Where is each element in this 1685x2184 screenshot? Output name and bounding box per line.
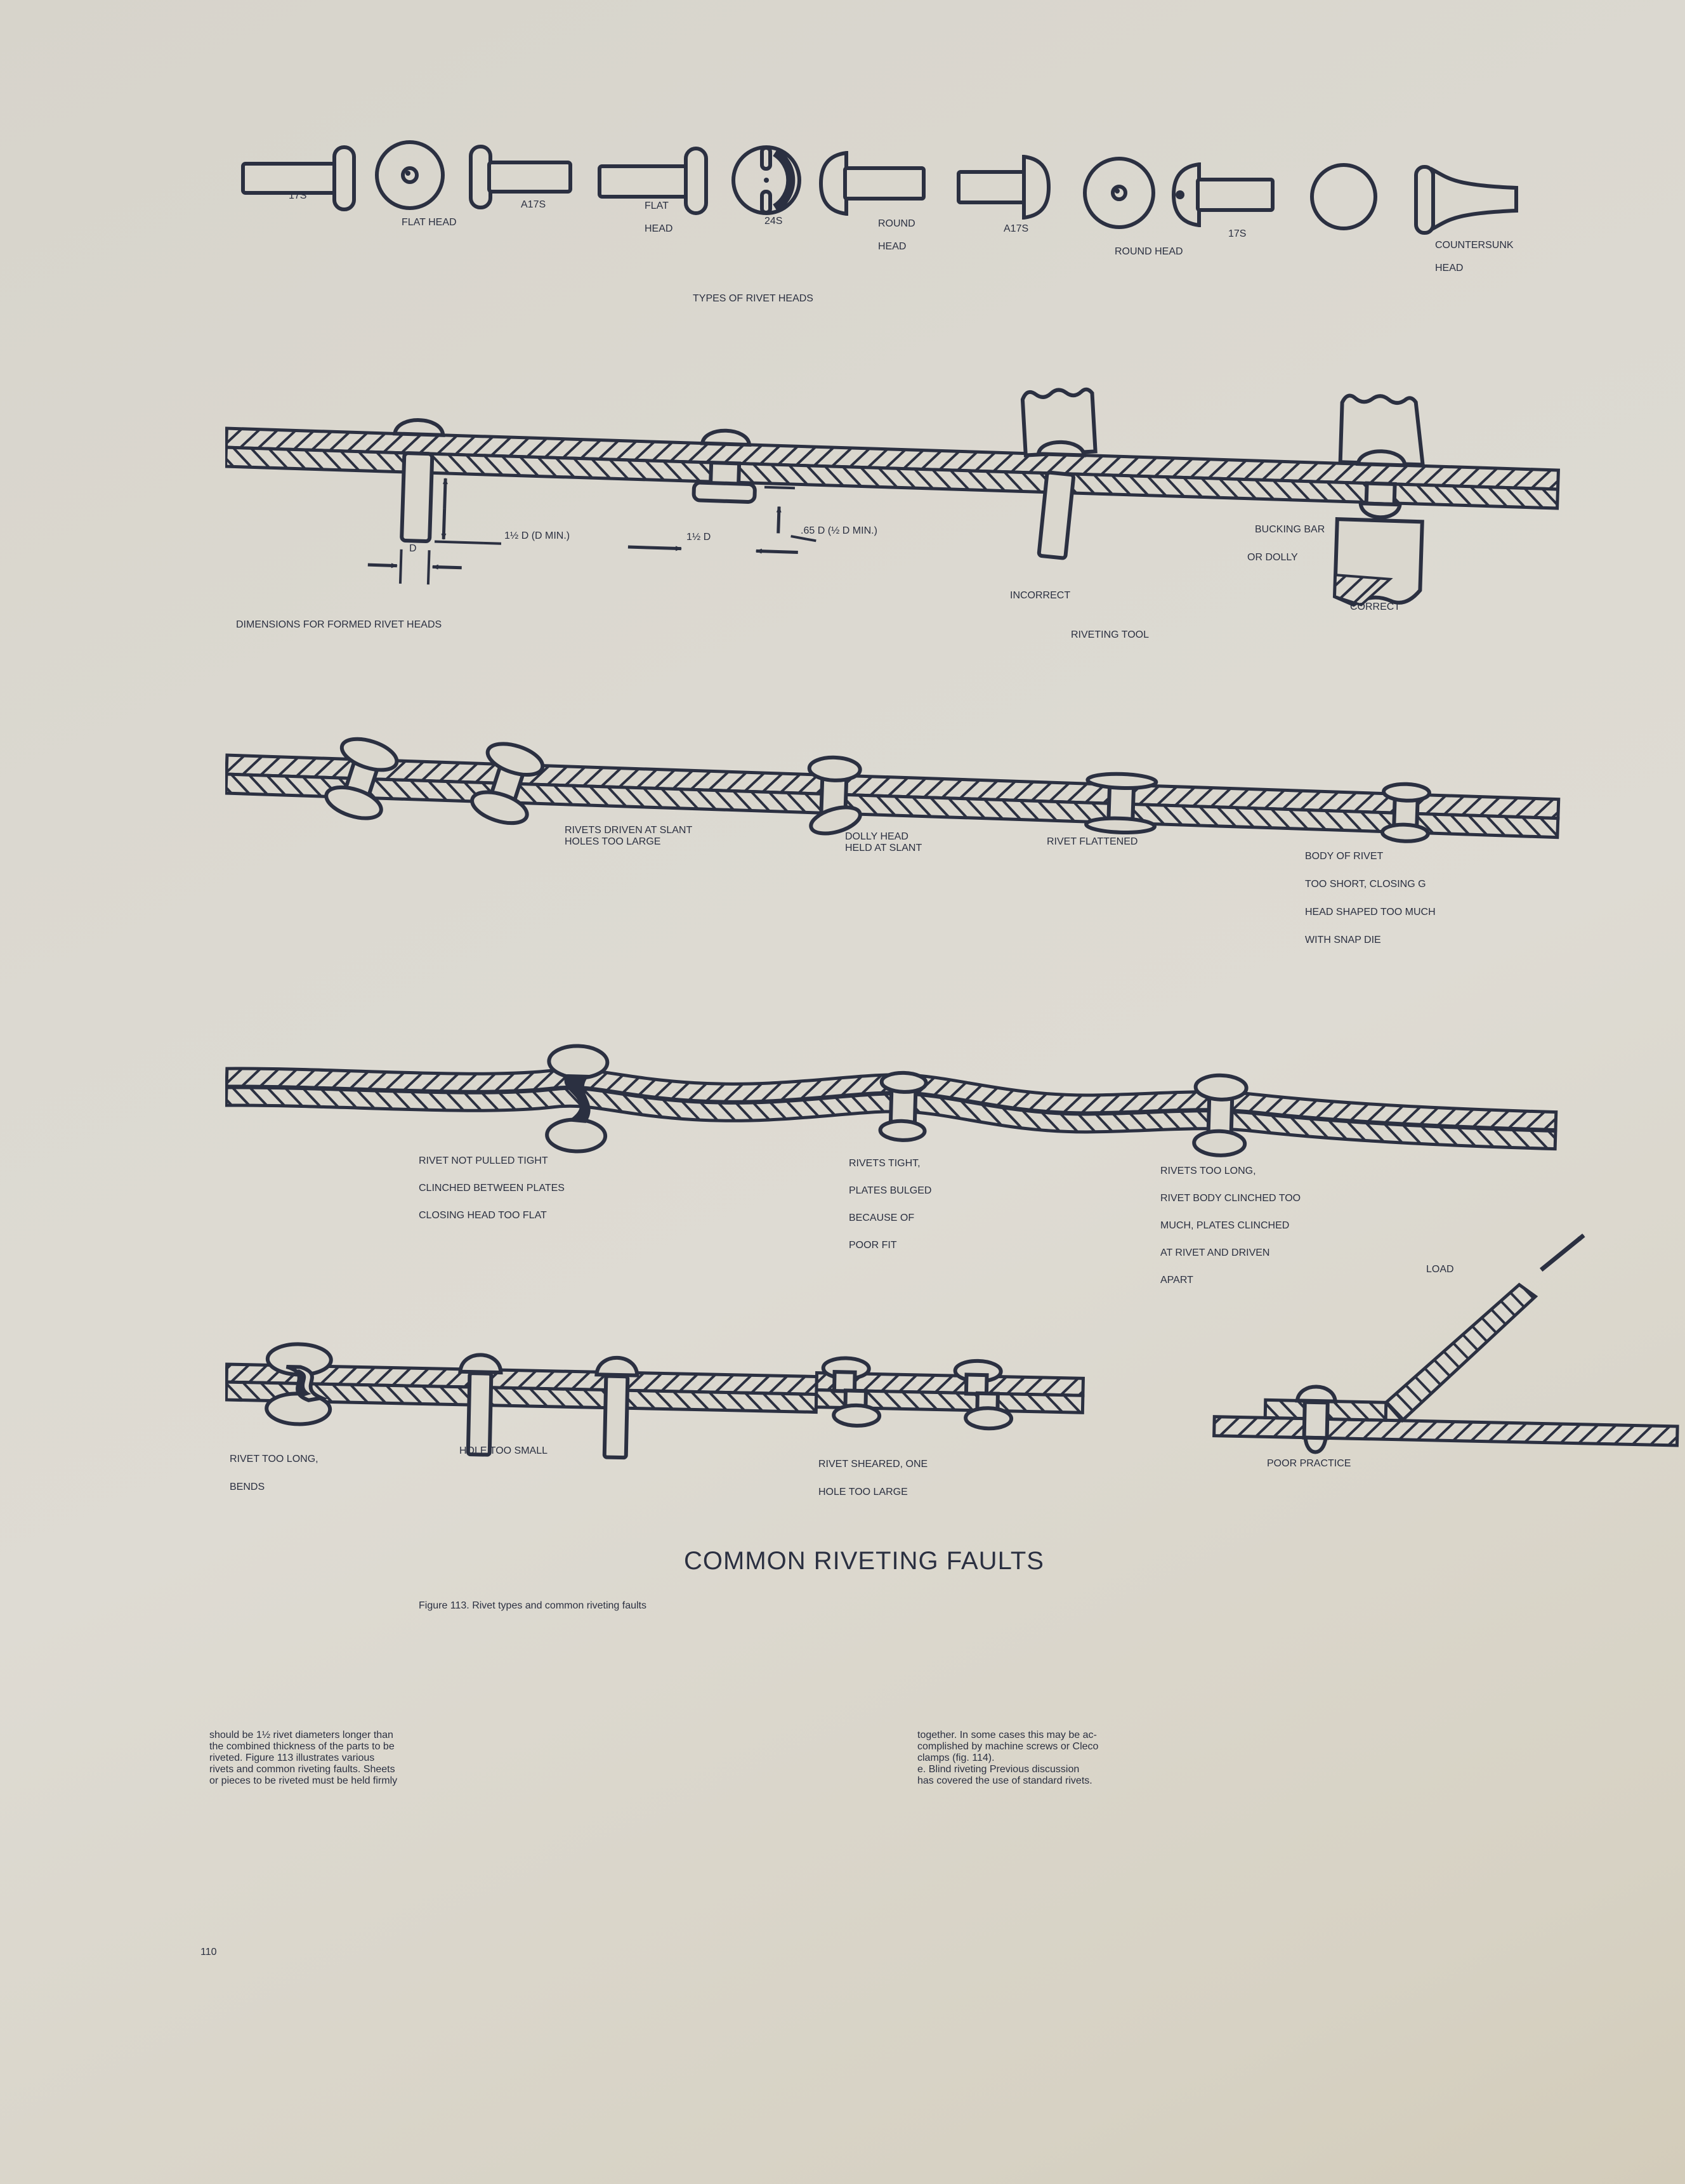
fault-line: AT RIVET AND DRIVEN xyxy=(1160,1247,1270,1258)
blind-riveting-heading: e. Blind riveting xyxy=(917,1764,987,1775)
fault-label xyxy=(818,1451,928,1506)
incorrect-label: INCORRECT xyxy=(1010,590,1071,601)
fault-line: HEAD SHAPED TOO MUCH xyxy=(1305,907,1436,918)
type-label: HEAD xyxy=(1435,263,1464,273)
body-line: riveted. Figure 113 illustrates various xyxy=(209,1753,375,1763)
fault-line: RIVET TOO LONG, xyxy=(230,1454,318,1464)
correct-label: CORRECT xyxy=(1350,602,1401,612)
fault-line: POOR FIT xyxy=(849,1240,897,1251)
fault-line: BENDS xyxy=(230,1482,265,1492)
fault-line: RIVETS TIGHT, xyxy=(849,1158,921,1169)
type-label: HEAD xyxy=(645,223,673,234)
type-label: COUNTERSUNK xyxy=(1435,240,1514,251)
figure-caption: Figure 113. Rivet types and common riveting faults xyxy=(419,1600,646,1611)
body-line: should be 1½ rivet diameters longer than xyxy=(209,1730,393,1740)
common-faults-caption: COMMON RIVETING FAULTS xyxy=(684,1547,1044,1575)
blind-riveting-text: Previous discussion xyxy=(989,1764,1080,1775)
type-label: ROUND xyxy=(878,218,915,229)
fault-label xyxy=(565,825,692,848)
fault-line: BODY OF RIVET xyxy=(1305,851,1384,862)
type-label: FLAT HEAD xyxy=(402,217,457,228)
load-label: LOAD xyxy=(1426,1264,1454,1275)
round-head-face-drawing xyxy=(1082,156,1156,230)
fault-line: RIVET NOT PULLED TIGHT xyxy=(419,1155,548,1166)
dimensions-caption: DIMENSIONS FOR FORMED RIVET HEADS xyxy=(236,619,442,630)
24s-head-face-drawing xyxy=(731,145,802,216)
fault-label xyxy=(230,1445,318,1501)
body-line: has covered the use of standard rivets. xyxy=(917,1775,1092,1786)
body-line: rivets and common riveting faults. Sheets xyxy=(209,1764,395,1775)
rivet-17s-roundhead-drawing xyxy=(1171,162,1276,227)
type-label: FLAT xyxy=(645,201,669,211)
fault-line: RIVETS DRIVEN AT SLANT xyxy=(565,825,693,836)
fault-label: HOLE TOO SMALL xyxy=(459,1445,548,1456)
type-label: 24S xyxy=(764,216,783,227)
type-label: 17S xyxy=(289,190,307,201)
formed-head-dimensions-drawing xyxy=(225,352,1564,625)
fault-label: POOR PRACTICE xyxy=(1267,1458,1351,1469)
body-left-column xyxy=(209,1730,867,1787)
fault-line: HOLE TOO LARGE xyxy=(818,1487,908,1497)
type-label: HEAD xyxy=(878,241,907,252)
body-line: clamps (fig. 114). xyxy=(917,1753,995,1763)
fault-line: RIVET SHEARED, ONE xyxy=(818,1459,928,1470)
fault-line: HELD AT SLANT xyxy=(845,843,922,853)
faults-strip1-drawing xyxy=(225,717,1564,850)
rivet-a17s-roundhead-drawing xyxy=(957,155,1051,220)
body-line: or pieces to be riveted must be held firmly xyxy=(209,1775,398,1786)
dim-label-height: 1½ D (D MIN.) xyxy=(504,530,570,541)
fault-line: WITH SNAP DIE xyxy=(1305,935,1381,945)
fault-line: BECAUSE OF xyxy=(849,1213,915,1223)
fault-line: PLATES BULGED xyxy=(849,1185,932,1196)
fault-line: MUCH, PLATES CLINCHED xyxy=(1160,1220,1290,1231)
type-label: 17S xyxy=(1228,228,1247,239)
body-line: complished by machine screws or Cleco xyxy=(917,1741,1099,1752)
bucking-bar-label: OR DOLLY xyxy=(1247,552,1298,563)
fault-label xyxy=(845,831,922,854)
rivet-roundhead-drawing xyxy=(818,151,926,216)
type-label: A17S xyxy=(521,199,546,210)
fault-line: CLOSING HEAD TOO FLAT xyxy=(419,1210,547,1221)
body-right-column xyxy=(917,1730,1559,1787)
page-number: 110 xyxy=(200,1947,217,1957)
fault-label xyxy=(1305,843,1436,954)
fault-line: APART xyxy=(1160,1275,1193,1286)
type-label: A17S xyxy=(1004,223,1029,234)
types-caption: TYPES OF RIVET HEADS xyxy=(693,293,813,304)
riveting-tool-caption: RIVETING TOOL xyxy=(1071,629,1149,640)
flat-head-face-drawing xyxy=(374,140,445,211)
dim-label-width: 1½ D xyxy=(686,532,711,543)
rivet-countersunk-drawing xyxy=(1413,165,1520,235)
rivet-17s-flathead-drawing xyxy=(240,145,357,212)
dim-label-d: D xyxy=(409,543,417,554)
fault-line: RIVET BODY CLINCHED TOO xyxy=(1160,1193,1301,1204)
fault-line: HOLES TOO LARGE xyxy=(565,836,661,847)
plain-head-face-drawing xyxy=(1309,162,1378,231)
body-line: together. In some cases this may be ac- xyxy=(917,1730,1097,1740)
fault-line: TOO SHORT, CLOSING G xyxy=(1305,879,1426,890)
fault-label: RIVET FLATTENED xyxy=(1047,836,1138,847)
bucking-bar-label: BUCKING BAR xyxy=(1255,524,1325,535)
fault-line: DOLLY HEAD xyxy=(845,831,908,842)
body-line: the combined thickness of the parts to be xyxy=(209,1741,395,1752)
body-line-blind-riveting xyxy=(917,1764,1559,1775)
faults-strip3-drawing xyxy=(225,1206,1684,1485)
dim-label-thickness: .65 D (½ D MIN.) xyxy=(801,525,877,536)
fault-line: CLINCHED BETWEEN PLATES xyxy=(419,1183,565,1194)
fault-line: RIVETS TOO LONG, xyxy=(1160,1166,1256,1176)
type-label: ROUND HEAD xyxy=(1115,246,1183,257)
